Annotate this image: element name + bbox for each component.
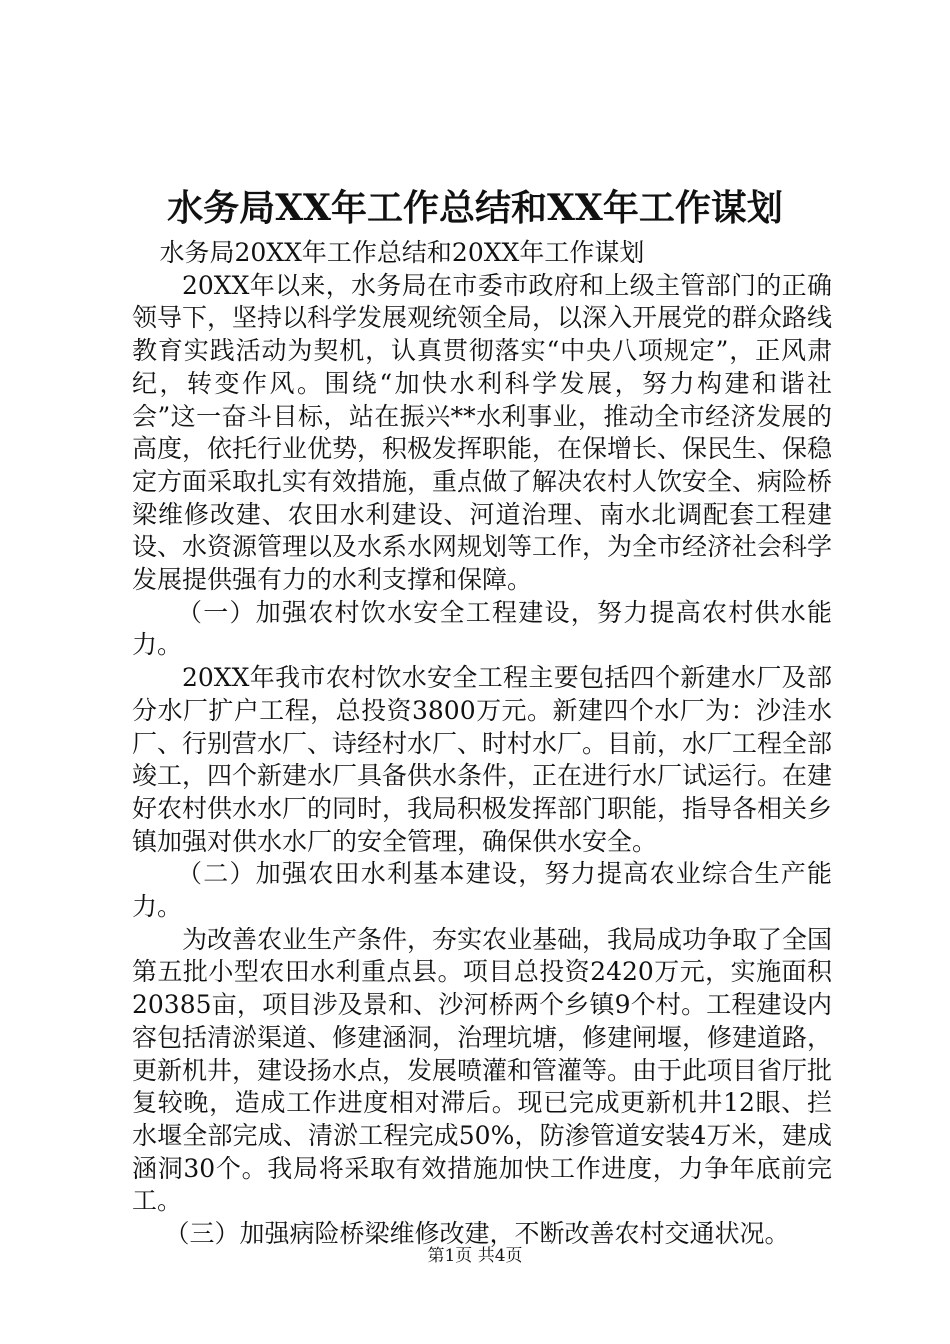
section-heading-1: （一）加强农村饮水安全工程建设，努力提高农村供水能力。	[132, 597, 832, 660]
paragraph-section-2: 为改善农业生产条件，夯实农业基础，我局成功争取了全国第五批小型农田水利重点县。项目总投资2420万元，实施面积20385亩，项目涉及景和、沙河桥两个乡镇9个村。工程建设内容包括清淤渠道、修建涵洞，治理坑塘，修建闸堰，修建道路，更新机井，建设扬水点，发展喷灌和管灌等。由于此项目省厅批复较晚，造成工作进度相对滞后。现已完成更新机井12眼、拦水堰全部完成、清淤工程完成50%，防渗管道安装4万米，建成涵洞30个。我局将采取有效措施加快工作进度，力争年底前完工。	[132, 924, 833, 1216]
page-footer: 第1页 共4页	[427, 1246, 523, 1266]
paragraph-intro: 20XX年以来，水务局在市委市政府和上级主管部门的正确领导下，坚持以科学发展观统领全局，以深入开展党的群众路线教育实践活动为契机，认真贯彻落实“中央八项规定”，正风肃纪，转变作风。围绕“加快水利科学发展，努力构建和谐社会”这一奋斗目标，站在振兴**水利事业，推动全市经济发展的高度，依托行业优势，积极发挥职能，在保增长、保民生、保稳定方面采取扎实有效措施，重点做了解决农村人饮安全、病险桥梁维修改建、农田水利建设、河道治理、南水北调配套工程建设、水资源管理以及水系水网规划等工作，为全市经济社会科学发展提供强有力的水利支撑和保障。	[132, 270, 833, 595]
section-heading-2: （二）加强农田水利基本建设，努力提高农业综合生产能力。	[132, 859, 832, 922]
document-body	[132, 237, 832, 1251]
document-subtitle: 水务局20XX年工作总结和20XX年工作谋划	[159, 238, 645, 267]
paragraph-section-1: 20XX年我市农村饮水安全工程主要包括四个新建水厂及部分水厂扩户工程，总投资3800万元。新建四个水厂为：沙洼水厂、行别营水厂、诗经村水厂、时村水厂。目前，水厂工程全部竣工，四个新建水厂具备供水条件，正在进行水厂试运行。在建好农村供水水厂的同时，我局积极发挥部门职能，指导各相关乡镇加强对供水水厂的安全管理，确保供水安全。	[132, 663, 833, 856]
section-heading-3: （三）加强病险桥梁维修改建，不断改善农村交通状况。	[164, 1219, 790, 1249]
document-title: 水务局XX年工作总结和XX年工作谋划	[167, 187, 783, 229]
